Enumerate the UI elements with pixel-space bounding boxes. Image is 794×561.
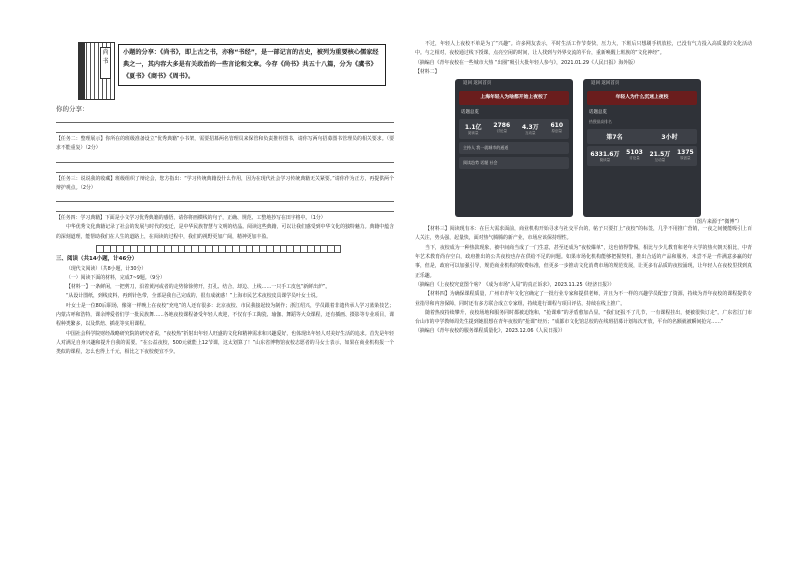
task-2: 【任务二：整理展示】你所在的班级准备设立“优秀典籍”小书架，需要招募两名管理员来保管和负责推荐图书，请你写两句招募图书管理员的相关要求。（要求不能重复）（2分） <box>56 136 394 152</box>
grid-cell[interactable] <box>314 245 321 253</box>
answer-line[interactable] <box>56 165 394 173</box>
grid-cell[interactable] <box>252 245 259 253</box>
material-4: 【材料四】为确保课程质量，广州市青年文化宫确定了一批行业专家和提供老师，并且为不一样的兴趣学员配套了资源，持续为青年夜校的课程提供专业指导和内容保障，同时还有多方联合成立专家组，持续进行课程与项目评估，持续在线上推广。 <box>415 291 752 307</box>
grid-cell[interactable] <box>191 245 198 253</box>
source-4: （摘编自《青年夜校的服务课程质量化》，2023.12.06《人民日报》） <box>415 328 566 335</box>
grid-cell[interactable] <box>184 245 191 253</box>
grid-cell[interactable] <box>266 245 273 253</box>
reading-question: （一）阅读下面的材料，完成7~9题。（9分） <box>66 274 166 281</box>
book-title-label: 尚书 <box>100 47 111 79</box>
book-illustration <box>78 42 115 100</box>
grid-cell[interactable] <box>286 245 293 253</box>
grid-cell[interactable] <box>130 245 137 253</box>
answer-line[interactable] <box>56 194 394 202</box>
topic-banner: 年轻人为什么沉迷上夜校 <box>587 91 697 105</box>
intro-text: 小题的分享：《尚书》，即上古之书，亦称“书经”，是一部记言的古史，被列为重要核心儒家经典之一，其内容大多是有关政治的一些言论和文章。今存《尚书》共五十八篇，分为《虞书》《夏书》《商书》《周书》。 <box>118 44 386 86</box>
grid-cell[interactable] <box>164 245 171 253</box>
material-3: 【材料三】阅读现有本：在巨大需求面前，商业机构开始寻求与社交平台的，帖子只要打上“夜校”的标签，几乎不用推广营销，一夜之间便能吸引上百人关注，势头强，起量快，面对热气腾腾的新产业，市场应该保持理性。 <box>415 226 752 242</box>
material-1-p4: 中国社会科学院财经战略研究院的研究者说，“夜校热”折射出年轻人旺盛的文化和精神需求和兴趣爱好，也体现出年轻人对美好生活的追求。首先是年轻人对满足自身兴趣和提升自我的需要。“在公益夜校，500元就能上12节课，这太划算了！”山东省博物馆夜校志愿者的马女士表示，如果在商业机构报一个类似的课程，怎么也得上千元，相比之下夜校便宜不少。 <box>56 330 394 356</box>
grid-cell[interactable] <box>137 245 144 253</box>
grid-cell[interactable] <box>110 245 117 253</box>
right-column <box>415 40 752 337</box>
grid-cell[interactable] <box>144 245 151 253</box>
grid-cell[interactable] <box>334 245 341 253</box>
grid-cell[interactable] <box>293 245 300 253</box>
answer-line[interactable] <box>56 155 394 163</box>
material-2-label: 【材料二】 <box>415 68 440 75</box>
answer-line[interactable] <box>56 115 394 123</box>
material-3-p2: 当下，夜校成为一种热款现象，被中间商当成了一门生意，甚至还成为“夜校爆单”，这也值得警惕，相比与少儿教育和老年大学的热火朝天相比，中青年艺术教育尚存空白，政府推出的公共夜校也存在供给不足的问题。如果市场化机构能够把握契机，推出合适的产品和服务，未尝不是一件满意多赢的好事，但是，政府可以加强引导，规范商业机构的收费标准，但更多一步推动文化消费市场的规范发展，让更多有品质的夜校涌现，让年轻人在夜校里找到真正乐趣。 <box>415 244 752 279</box>
grid-cell[interactable] <box>96 245 103 253</box>
grid-cell[interactable] <box>178 245 185 253</box>
task-4: 【任务四：学习典籍】下面是小文学习优秀典籍的感悟，请你将画横线的句子，正确、规范、工整地抄写在田字格中。（1分） <box>56 215 326 222</box>
share-prompt: 你的分享： <box>56 105 89 113</box>
right-p1: 不过，年轻人上夜校不单是为了“兴趣”。许多网友表示，平时生活工作节奏快，压力大，下班后只想刷手机放松，已没有气力投入高质量的文化活动中。与之相对，夜校通过线下授课，点亮空闲的时间，让人找到与外界交流的平台，重新唤醒上班族的“文化神经”。 <box>415 41 752 57</box>
grid-cell[interactable] <box>171 245 178 253</box>
grid-cell[interactable] <box>259 245 266 253</box>
reading-heading: 三、阅读（共14小题，计46分） <box>56 256 138 263</box>
writing-grid[interactable] <box>96 245 394 253</box>
material-4-p2: 随着热度持续攀升，夜校场地和服务同时都被迫饱和，“抢课难”的矛盾愈加凸显。“我们还报不了几节，一有课程挂出，便被很快订走”。广东省江门市台山市的中学教师周先生提到她很想在青年夜校的“抢课”经历；“成都市文化馆总校的在线班招募计划每次开放，平台的名额就被瞬间抢完……” <box>415 309 752 326</box>
grid-cell[interactable] <box>273 245 280 253</box>
grid-cell[interactable] <box>205 245 212 253</box>
grid-cell[interactable] <box>218 245 225 253</box>
weibo-screenshots <box>455 79 752 225</box>
grid-cell[interactable] <box>123 245 130 253</box>
grid-cell[interactable] <box>103 245 110 253</box>
task-4-passage: 中华优秀文化典籍记录了社会的发展与时代的变迁，是中华民族智慧与文明的结晶。阅读这些典籍，可以让我们感受到中华文化的独特魅力。典籍中蕴含的深刻道理，能帮助我们在人生的道路上，在阅读的过程中，我们的视野更加广阔，精神更加丰盈。 <box>56 224 394 240</box>
phone-screenshot-1: 返回 返回首页 上海年轻人为啥都开始上夜校了 话题总览 1.1亿 阅读量 2786 讨论量 4.3万 互动量 610 原创量 主持人 我一就城市的通道 阅读趋势 话题 社会 <box>455 79 573 217</box>
source-3: （摘编自《上夜校究竟图个啥？《成为市场“入局”的真正诉求》，2023.11.25《经济日报》） <box>415 281 615 288</box>
source-1: （摘编自《青年夜校在一些城市大热 “出圈”吸引大批年轻人参与》，2021.01.29《人民日报》海外版） <box>415 59 638 66</box>
grid-cell[interactable] <box>116 245 123 253</box>
phone-screenshot-2: 返回 返回首页 年轻人为什么沉迷上夜校 话题总览 热搜最高排名 第7名 3小时 6331.6万 阅读量 5103 讨论量 21.5万 互动量 1375 原创量 <box>583 79 701 217</box>
grid-cell[interactable] <box>150 245 157 253</box>
task-3: 【任务三：说说我的收藏】班级组织了辩论会，您方指出：“学习传统典籍没什么作用，因为在现代社会学习传统典籍无关紧要。”请你作为正方，再提供两个辩护观点。（2分） <box>56 175 394 191</box>
grid-cell[interactable] <box>239 245 246 253</box>
grid-cell[interactable] <box>246 245 253 253</box>
material-1-p2: “从设计图纸，到线皮料，再到针色带，全部是我自己完成的，很有成就感！”上海市民艺术夜校皮具课学员叶女士说。 <box>66 293 321 300</box>
grid-cell[interactable] <box>198 245 205 253</box>
left-column <box>56 40 394 358</box>
grid-cell[interactable] <box>157 245 164 253</box>
answer-line[interactable] <box>56 204 394 212</box>
grid-cell[interactable] <box>212 245 219 253</box>
reading-sub: （现代文阅读）（共8小题，计30分） <box>66 265 147 272</box>
material-1-p3: 叶女士是一位80后职场，像第一样晚上在夜校“充电”的人还有很多：北京夜校、市民我接起较为制作；浙江绍兴，学员跟着非遗传承人学习蓝染技艺；内蒙古呼和浩特，课余博爱者们学一批民族舞……各地夜校课程备受年轻人欢迎，不仅有手工陶瓷、瑜伽、舞蹈等大众课程，还有插画、摄影等专业项目，课程种类繁多，以及烘焙、插花等实用课程。 <box>56 302 394 328</box>
grid-cell[interactable] <box>280 245 287 253</box>
image-caption: （图片来源于“微博”） <box>691 219 742 226</box>
grid-cell[interactable] <box>225 245 232 253</box>
grid-cell[interactable] <box>307 245 314 253</box>
grid-cell[interactable] <box>327 245 334 253</box>
grid-cell[interactable] <box>232 245 239 253</box>
answer-line[interactable] <box>56 125 394 133</box>
material-1: 【材料一】一条鲜闲，一把剪刀，沿着黄河或者的走势徐徐剪开，打孔、结合，却边、上线……一只手工皮包“新鲜出炉”。 <box>66 284 331 291</box>
grid-cell[interactable] <box>300 245 307 253</box>
grid-cell[interactable] <box>320 245 327 253</box>
topic-banner: 上海年轻人为啥都开始上夜校了 <box>459 91 569 105</box>
intro-box <box>56 40 394 98</box>
